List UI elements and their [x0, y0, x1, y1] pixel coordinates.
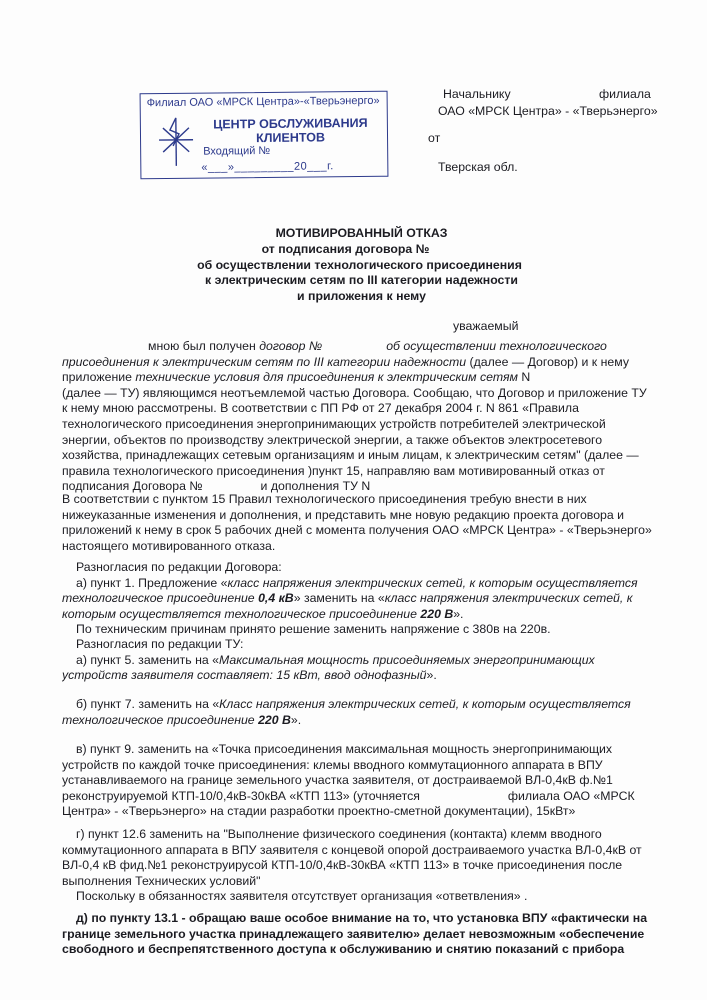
- lightning-logo-icon: [155, 112, 198, 172]
- incoming-stamp: [140, 91, 389, 180]
- region: Тверская обл.: [438, 160, 518, 174]
- doc-title-line5: и приложения к нему: [297, 289, 426, 303]
- stamp-date-line: «___»_________20___г.: [201, 160, 334, 174]
- from-label: от: [428, 131, 441, 145]
- contract-disagreements: Разногласия по редакции Договора: а) пункт 1. Предложение «класс напряжения электрических сетей, к которым осуществляется технологическое присоединение 0,4 кВ» заменить на «класс напряжения электрических сетей, к которым осуществляется технологическое присоединение 220 В». По техническим причинам принято решение заменить напряжение с 380в на 220в.: [62, 560, 638, 637]
- tu-item-g: г) пункт 12.6 заменить на "Выполнение физического соединения (контакта) клемм вводного коммутационного аппарата в ВПУ заявителя с концевой опорой достраиваемого участка ВЛ-0,4кВ от ВЛ-0,4 кВ фид.№1 реконструирусой КТП-10/0,4кВ-30кВА «КТП 113» в точке присоединения после выполнения Технических условий" Поскольку в обязанностях заявителя отсутствует организация «ответвления» .: [62, 827, 642, 904]
- stamp-center: ЦЕНТР ОБСЛУЖИВАНИЯ КЛИЕНТОВ: [213, 115, 368, 146]
- addressee-title: Начальнику: [443, 87, 511, 101]
- doc-title-line4: к электрическим сетям по III категории надежности: [205, 273, 518, 287]
- intro-paragraph: мною был получен договор № об осуществлении технологического присоединения к электрическим сетям по III категории надежности (далее — Договор) и к нему приложение технические условия для присоединения к электрическим сетям N (далее — ТУ) являющимся неотъемлемой частью Договора. Сообщаю, что Договор и приложение ТУ к нему мною рассмотрены. В соответствии с ПП РФ от 27 декабря 2004 г. N 861 «Правила технологического присоединения энергопринимающих устройств потребителей электрической энергии, объектов по производству электрической энергии, а также объектов электросетевого хозяйства, принадлежащих сетевым организациям и иным лицам, к электрическим сетям" (далее — правила технологического присоединения )пункт 15, направляю вам мотивированный отказ от подписания Договора № и дополнения ТУ N: [62, 339, 647, 494]
- tu-item-v: в) пункт 9. заменить на «Точка присоединения максимальная мощность энергопринимающих устройств по каждой точке присоединения: клемы вводного коммутационного аппарата в ВПУ устанавливаемого на границе земельного участка заявителя, от достраиваемой ВЛ-0,4кВ ф.№1 реконструируемой КТП-10/0,4кВ-30кВА «КТП 113» (уточняется филиала ОАО «МРСК Центра» - «Тверьэнерго» на стадии разработки проектно-сметной документации), 15кВт»: [62, 742, 635, 819]
- addressee-org: ОАО «МРСК Центра» - «Тверьэнерго»: [438, 104, 658, 118]
- stamp-incoming-number: Входящий №: [203, 144, 271, 158]
- tu-item-b: б) пункт 7. заменить на «Класс напряжения электрических сетей, к которым осуществляется технологическое присоединение 220 В».: [62, 697, 631, 727]
- stamp-branch: Филиал ОАО «МРСК Центра»-«Тверьэнерго»: [146, 94, 380, 110]
- salutation: уважаемый: [453, 319, 519, 333]
- doc-title-line3: об осуществлении технологического присоединения: [197, 258, 522, 272]
- doc-title-line2: от подписания договора №: [261, 242, 430, 256]
- tu-item-d: д) по пункту 13.1 - обращаю ваше особое внимание на то, что установка ВПУ «фактически на границе земельного участка принадлежащего заявителю» делает невозможным «обеспечение свободного и беспрепятственного доступа к обслуживанию и снятию показаний с прибора: [62, 911, 648, 957]
- addressee-branch: филиала: [599, 87, 651, 101]
- demand-paragraph: В соответствии с пунктом 15 Правил технологического присоединения требую внести в них нижеуказанные изменения и дополнения, и представить мне новую редакцию проекта договора и приложений к нему в срок 5 рабочих дней с момента получения ОАО «МРСК Центра» - «Тверьэнерго» настоящего мотивированного отказа.: [62, 492, 652, 553]
- tu-disagreements: Разногласия по редакции ТУ: а) пункт 5. заменить на «Максимальная мощность присоединяемых энергопринимающих устройств заявителя составляет: 15 кВт, ввод однофазный».: [62, 637, 595, 683]
- doc-title: МОТИВИРОВАННЫЙ ОТКАЗ: [275, 226, 448, 240]
